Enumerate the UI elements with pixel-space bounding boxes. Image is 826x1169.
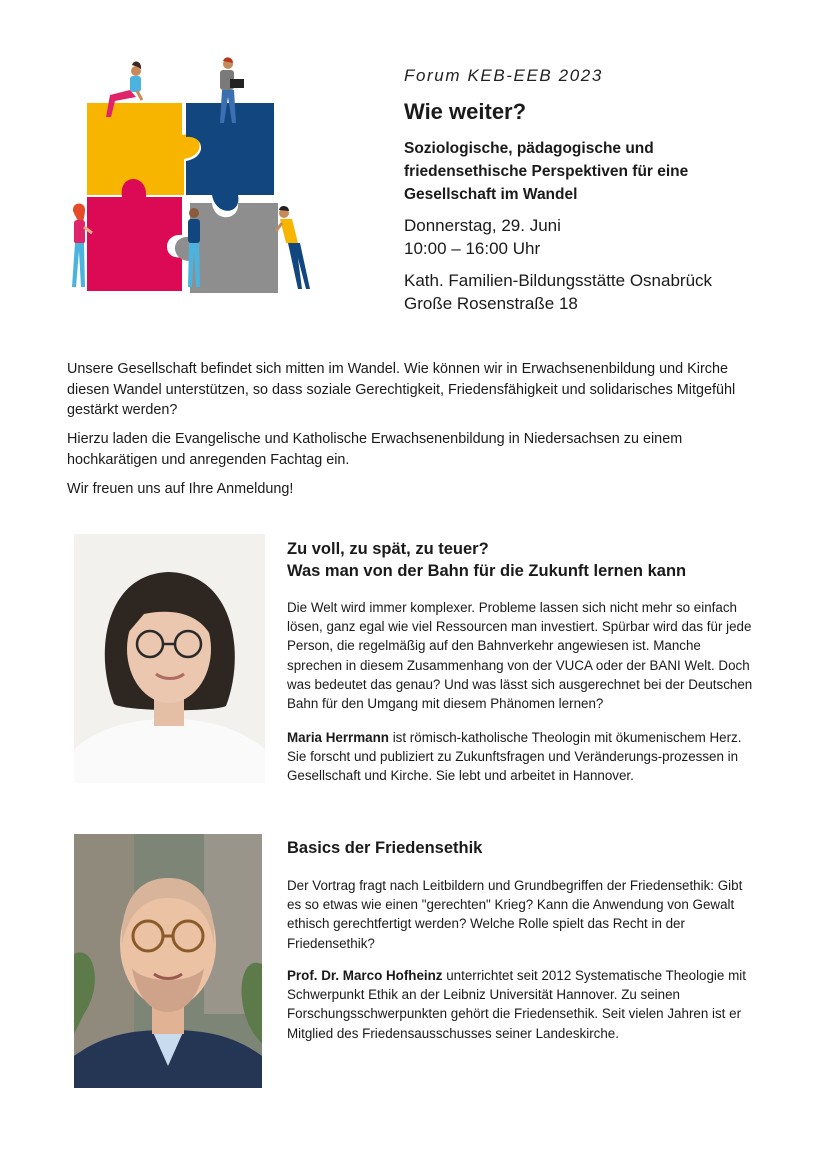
- puzzle-piece-blue: [186, 103, 274, 211]
- venue-name: Kath. Familien-Bildungsstätte Osnabrück: [404, 271, 713, 290]
- speaker-photo-marco-hofheinz: [74, 834, 262, 1088]
- puzzle-piece-yellow: [87, 103, 200, 195]
- talk-2-title: Basics der Friedensethik: [287, 839, 483, 857]
- event-time: 10:00 – 16:00 Uhr: [404, 239, 541, 258]
- intro-paragraph: Unsere Gesellschaft befindet sich mitten im Wandel. Wie können wir in Erwachsenenbildung und Kirche diesen Wandel unterstützen, so dass soziale Gerechtigkeit, Friedensfähigkeit und solidarisches Mitgefühl gestärkt werden?: [67, 361, 736, 419]
- speaker-name: Maria Herrmann: [287, 730, 389, 745]
- talk-1-speaker-bio: [287, 728, 757, 786]
- talk-1-title-line-1: Zu voll, zu spät, zu teuer?: [287, 540, 489, 558]
- forum-label: Forum KEB-EEB 2023: [404, 66, 603, 85]
- talk-1-title-line-2: Was man von der Bahn für die Zukunft lernen kann: [287, 562, 687, 580]
- intro-paragraph: Hierzu laden die Evangelische und Katholische Erwachsenenbildung in Niedersachsen zu einem hochkarätigen und anregenden Fachtag ein.: [67, 431, 683, 468]
- event-datetime: [404, 214, 804, 260]
- talk-1-title: [287, 538, 757, 582]
- event-title: Wie weiter?: [404, 99, 527, 124]
- person-pushing-right: [276, 206, 310, 289]
- puzzle-piece-pink: [87, 179, 182, 291]
- event-date: Donnerstag, 29. Juni: [404, 216, 561, 235]
- talk-2-speaker-bio: [287, 966, 757, 1043]
- intro-paragraph: Wir freuen uns auf Ihre Anmeldung!: [67, 481, 294, 497]
- event-subtitle: Soziologische, pädagogische und friedensethische Perspektiven für eine Gesellschaft im Wandel: [404, 140, 689, 203]
- venue-street: Große Rosenstraße 18: [404, 294, 578, 313]
- puzzle-illustration: [62, 55, 324, 300]
- speaker-photo-maria-herrmann: [74, 534, 265, 783]
- talk-2-description: Der Vortrag fragt nach Leitbildern und Grundbegriffen der Friedensethik: Gibt es so etwas wie einen "gerechten" Krieg? Kann die Anwendung von Gewalt ethisch gerechtfertigt werden? Welche Rolle spielt das Recht in der Friedensethik?: [287, 878, 743, 951]
- speaker-bio-text: unterrichtet seit 2012 Systematische Theologie mit Schwerpunkt Ethik an der Leibniz Universität Hannover. Zu seinen Forschungsschwerpunkten gehört die Friedensethik. Seit vielen Jahren ist er Mitglied des Friedensausschusses seiner Landeskirche.: [287, 968, 746, 1041]
- event-venue: [404, 269, 804, 315]
- speaker-bio-text: ist römisch-katholische Theologin mit ökumenischem Herz. Sie forscht und publiziert zu Zukunftsfragen und Veränderungs-prozessen in Gesellschaft und Kirche. Sie lebt und arbeitet in Hannover.: [287, 730, 742, 784]
- speaker-name: Prof. Dr. Marco Hofheinz: [287, 968, 443, 983]
- talk-1-description: Die Welt wird immer komplexer. Probleme lassen sich nicht mehr so einfach lösen, ganz egal wie viel Ressourcen man investiert. Spürbar wird das für jede Person, die regelmäßig auf den Bahnverkehr angewiesen ist. Manche sprechen in diesem Zusammenhang von der VUCA oder der BANI Welt. Doch was bedeutet das genau? Und was lässt sich ausgerechnet bei der Deutschen Bahn für den Umgang mit diesem Phänomen lernen?: [287, 600, 753, 712]
